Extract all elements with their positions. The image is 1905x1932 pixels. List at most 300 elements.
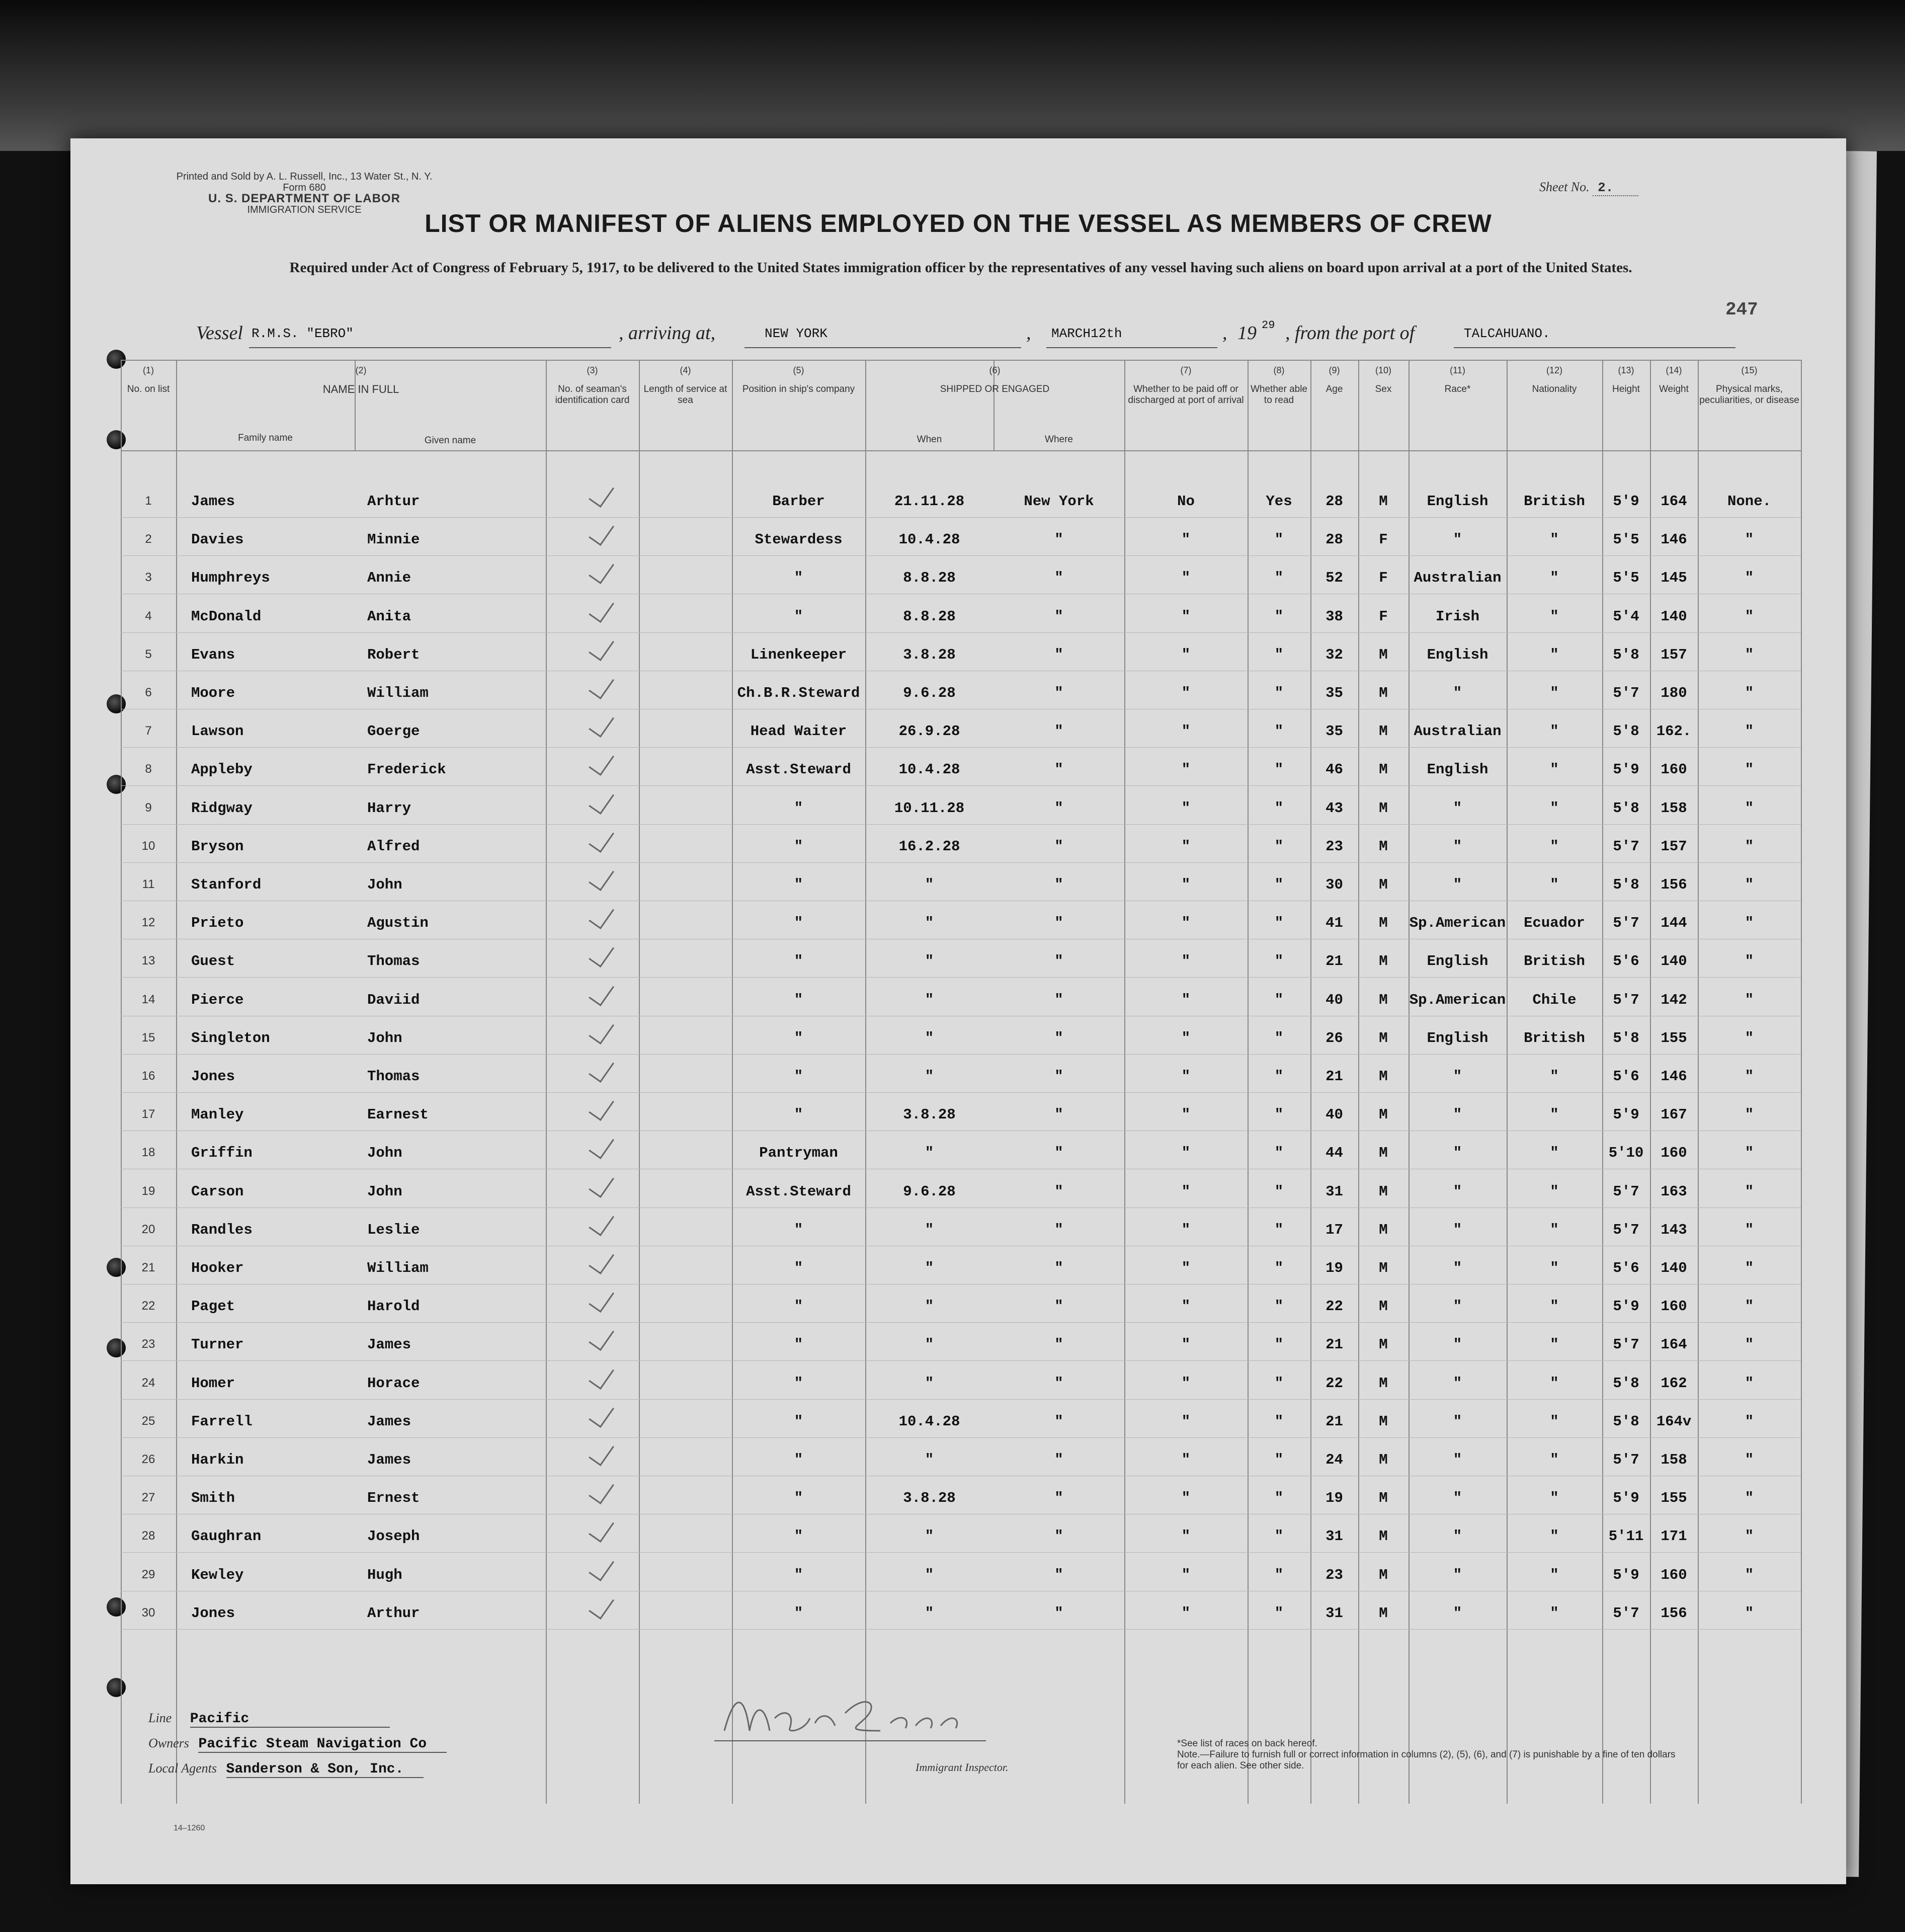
cell-sex: M xyxy=(1379,876,1388,893)
cell-sex: M xyxy=(1379,1490,1388,1507)
cell-read: Yes xyxy=(1266,493,1292,510)
cell-given: John xyxy=(367,1029,402,1046)
cell-where: " xyxy=(1054,1336,1063,1353)
arrival-date: MARCH12th xyxy=(1051,326,1122,341)
cell-position: " xyxy=(794,915,803,932)
cell-sex: M xyxy=(1379,953,1388,970)
cell-no: 25 xyxy=(141,1414,155,1428)
cell-position: " xyxy=(794,1413,803,1430)
cell-nationality: " xyxy=(1550,1452,1559,1468)
cell-where: " xyxy=(1054,876,1063,893)
cell-no: 14 xyxy=(141,992,155,1006)
cell-weight: 145 xyxy=(1661,570,1687,587)
cell-given: James xyxy=(367,1413,411,1430)
cell-family: Paget xyxy=(191,1298,235,1315)
cell-weight: 180 xyxy=(1661,685,1687,701)
cell-sex: M xyxy=(1379,991,1388,1008)
cell-position: " xyxy=(794,1452,803,1468)
cell-family: Guest xyxy=(191,953,235,970)
cell-height: 5'4 xyxy=(1613,608,1639,625)
cell-given: Horace xyxy=(367,1375,420,1392)
cell-nationality: " xyxy=(1550,1298,1559,1315)
cell-read: " xyxy=(1274,531,1284,548)
cell-position: " xyxy=(794,1068,803,1085)
cell-given: Ernest xyxy=(367,1490,420,1507)
cell-position: " xyxy=(794,991,803,1008)
cell-where: " xyxy=(1054,570,1063,587)
cell-weight: 140 xyxy=(1661,953,1687,970)
cell-nationality: " xyxy=(1550,1604,1559,1622)
cell-age: 41 xyxy=(1326,915,1343,932)
cell-weight: 160 xyxy=(1661,1566,1687,1583)
cell-sex: M xyxy=(1379,799,1388,817)
cell-when: 26.9.28 xyxy=(898,723,960,740)
arriving-port: NEW YORK xyxy=(765,326,827,341)
cell-no: 2 xyxy=(145,532,152,546)
cell-paid: " xyxy=(1181,1566,1191,1583)
cell-age: 21 xyxy=(1326,953,1343,970)
cell-nationality: " xyxy=(1550,1183,1559,1200)
cell-paid: " xyxy=(1181,1029,1191,1046)
service: IMMIGRATION SERVICE xyxy=(247,204,362,215)
cell-nationality: British xyxy=(1524,493,1585,510)
cell-given: William xyxy=(367,1260,429,1276)
cell-weight: 158 xyxy=(1661,799,1687,817)
header-col-4: (4) Length of service at sea xyxy=(643,365,727,406)
cell-no: 22 xyxy=(141,1299,155,1313)
cell-weight: 146 xyxy=(1661,531,1687,548)
sheet-number xyxy=(1539,180,1638,195)
cell-position: " xyxy=(794,1260,803,1276)
cell-family: Bryson xyxy=(191,838,244,855)
cell-when: 10.4.28 xyxy=(898,1413,960,1430)
header-col-12: (12) Nationality xyxy=(1532,365,1577,394)
cell-no: 17 xyxy=(141,1107,155,1121)
cell-given: Harold xyxy=(367,1298,420,1315)
cell-family: Jones xyxy=(191,1604,235,1622)
cell-height: 5'5 xyxy=(1613,531,1639,548)
cell-read: " xyxy=(1274,761,1284,778)
cell-family: Prieto xyxy=(191,915,244,932)
cell-age: 31 xyxy=(1326,1183,1343,1200)
cell-paid: " xyxy=(1181,531,1191,548)
cell-read: " xyxy=(1274,991,1284,1008)
cell-no: 20 xyxy=(141,1222,155,1236)
cell-weight: 162. xyxy=(1656,723,1692,740)
cell-age: 46 xyxy=(1326,761,1343,778)
cell-given: Alfred xyxy=(367,838,420,855)
cell-age: 23 xyxy=(1326,1566,1343,1583)
cell-position: " xyxy=(794,1375,803,1392)
cell-height: 5'9 xyxy=(1613,1566,1639,1583)
cell-position: Asst.Steward xyxy=(746,1183,851,1200)
cell-where: " xyxy=(1054,1490,1063,1507)
footer-agents xyxy=(148,1761,424,1777)
cell-when: 3.8.28 xyxy=(903,1106,956,1123)
cell-where: " xyxy=(1054,1029,1063,1046)
cell-race: " xyxy=(1453,1298,1462,1315)
stamp-number: 247 xyxy=(1725,299,1758,320)
cell-sex: M xyxy=(1379,1029,1388,1046)
cell-position: " xyxy=(794,1566,803,1583)
cell-read: " xyxy=(1274,570,1284,587)
cell-age: 44 xyxy=(1326,1145,1343,1162)
cell-no: 24 xyxy=(141,1376,155,1390)
department: U. S. DEPARTMENT OF LABOR xyxy=(208,192,400,205)
cell-paid: " xyxy=(1181,1413,1191,1430)
cell-no: 19 xyxy=(141,1184,155,1198)
cell-given: John xyxy=(367,1183,402,1200)
cell-no: 23 xyxy=(141,1337,155,1351)
cell-position: " xyxy=(794,608,803,625)
footer-note xyxy=(1177,1738,1680,1772)
cell-sex: M xyxy=(1379,493,1388,510)
cell-paid: " xyxy=(1181,1298,1191,1315)
cell-no: 26 xyxy=(141,1453,155,1466)
cell-sex: M xyxy=(1379,1336,1388,1353)
cell-weight: 155 xyxy=(1661,1490,1687,1507)
cell-read: " xyxy=(1274,838,1284,855)
vessel-name: R.M.S. "EBRO" xyxy=(252,326,354,341)
cell-when: 3.8.28 xyxy=(903,1490,956,1507)
cell-when: 9.6.28 xyxy=(903,1183,956,1200)
cell-weight: 157 xyxy=(1661,646,1687,663)
cell-position: " xyxy=(794,953,803,970)
cell-race: " xyxy=(1453,1528,1462,1545)
year-suffix: 29 xyxy=(1262,319,1275,332)
cell-age: 19 xyxy=(1326,1260,1343,1276)
cell-read: " xyxy=(1274,876,1284,893)
cell-where: " xyxy=(1054,1566,1063,1583)
cell-age: 24 xyxy=(1326,1452,1343,1468)
cell-paid: " xyxy=(1181,1452,1191,1468)
cell-age: 21 xyxy=(1326,1413,1343,1430)
cell-read: " xyxy=(1274,1375,1284,1392)
cell-weight: 144 xyxy=(1661,915,1687,932)
cell-family: Pierce xyxy=(191,991,244,1008)
cell-nationality: " xyxy=(1550,723,1559,740)
cell-where: " xyxy=(1054,531,1063,548)
cell-where: " xyxy=(1054,1183,1063,1200)
cell-family: Humphreys xyxy=(191,570,270,587)
cell-position: " xyxy=(794,838,803,855)
cell-nationality: " xyxy=(1550,1336,1559,1353)
cell-race: Australian xyxy=(1414,723,1502,740)
cell-height: 5'7 xyxy=(1613,1221,1639,1238)
cell-age: 31 xyxy=(1326,1604,1343,1622)
cell-nationality: " xyxy=(1550,1375,1559,1392)
cell-race: " xyxy=(1453,1260,1462,1276)
cell-nationality: " xyxy=(1550,1221,1559,1238)
cell-paid: " xyxy=(1181,1490,1191,1507)
cell-where: " xyxy=(1054,1068,1063,1085)
cell-read: " xyxy=(1274,799,1284,817)
cell-where: " xyxy=(1054,1145,1063,1162)
cell-race: English xyxy=(1427,1029,1488,1046)
note-penalty: Note.—Failure to furnish full or correct information in columns (2), (5), (6), and (7) is punishable by a fine of ten dollars for each alien. See other side. xyxy=(1177,1749,1676,1771)
cell-position: " xyxy=(794,1106,803,1123)
cell-when: " xyxy=(925,1336,934,1353)
cell-paid: " xyxy=(1181,838,1191,855)
cell-no: 9 xyxy=(145,800,152,815)
header-col-7: (7) Whether to be paid off or discharged at port of arrival xyxy=(1128,365,1244,406)
cell-given: John xyxy=(367,876,402,893)
cell-position: " xyxy=(794,799,803,817)
cell-when: " xyxy=(925,1298,934,1315)
agents-value: Sanderson & Son, Inc. xyxy=(226,1761,424,1778)
cell-where: " xyxy=(1054,1528,1063,1545)
cell-weight: 164 xyxy=(1661,493,1687,510)
cell-height: 5'7 xyxy=(1613,991,1639,1008)
cell-height: 5'6 xyxy=(1613,953,1639,970)
cell-nationality: Chile xyxy=(1532,991,1577,1008)
cell-read: " xyxy=(1274,685,1284,701)
cell-height: 5'8 xyxy=(1613,1029,1639,1046)
cell-no: 6 xyxy=(145,686,152,699)
cell-race: " xyxy=(1453,685,1462,701)
cell-read: " xyxy=(1274,1106,1284,1123)
cell-family: Evans xyxy=(191,646,235,663)
cell-weight: 143 xyxy=(1661,1221,1687,1238)
cell-nationality: " xyxy=(1550,608,1559,625)
cell-weight: 155 xyxy=(1661,1029,1687,1046)
row-rule xyxy=(121,1399,1801,1400)
cell-race: Irish xyxy=(1435,608,1479,625)
cell-read: " xyxy=(1274,1221,1284,1238)
cell-nationality: " xyxy=(1550,1490,1559,1507)
cell-where: " xyxy=(1054,1375,1063,1392)
cell-given: Agustin xyxy=(367,915,429,932)
cell-when: 10.4.28 xyxy=(898,761,960,778)
cell-given: Minnie xyxy=(367,531,420,548)
cell-sex: M xyxy=(1379,1221,1388,1238)
cell-no: 13 xyxy=(141,954,155,968)
header-col-5: (5) Position in ship's company xyxy=(742,365,855,394)
cell-marks: " xyxy=(1745,1298,1754,1315)
cell-paid: No xyxy=(1177,493,1195,510)
cell-sex: F xyxy=(1379,531,1388,548)
row-rule xyxy=(121,1437,1801,1438)
cell-marks: " xyxy=(1745,531,1754,548)
cell-race: " xyxy=(1453,1106,1462,1123)
cell-read: " xyxy=(1274,1413,1284,1430)
cell-weight: 163 xyxy=(1661,1183,1687,1200)
cell-family: Hooker xyxy=(191,1260,244,1276)
cell-where: " xyxy=(1054,608,1063,625)
cell-no: 29 xyxy=(141,1567,155,1581)
cell-no: 18 xyxy=(141,1146,155,1160)
cell-sex: M xyxy=(1379,1528,1388,1545)
cell-age: 28 xyxy=(1326,493,1343,510)
header-when: When xyxy=(917,434,942,445)
cell-age: 30 xyxy=(1326,876,1343,893)
cell-marks: " xyxy=(1745,1068,1754,1085)
cell-age: 32 xyxy=(1326,646,1343,663)
cell-marks: " xyxy=(1745,1413,1754,1430)
cell-read: " xyxy=(1274,953,1284,970)
cell-nationality: " xyxy=(1550,761,1559,778)
cell-race: " xyxy=(1453,876,1462,893)
header-col-10: (10) Sex xyxy=(1375,365,1392,394)
line-value: Pacific xyxy=(190,1711,390,1728)
cell-height: 5'5 xyxy=(1613,570,1639,587)
cell-sex: M xyxy=(1379,646,1388,663)
cell-height: 5'6 xyxy=(1613,1260,1639,1276)
cell-weight: 142 xyxy=(1661,991,1687,1008)
cell-position: " xyxy=(794,570,803,587)
cell-marks: " xyxy=(1745,1145,1754,1162)
cell-when: " xyxy=(925,1375,934,1392)
cell-paid: " xyxy=(1181,991,1191,1008)
cell-no: 21 xyxy=(141,1261,155,1274)
cell-paid: " xyxy=(1181,915,1191,932)
cell-given: Leslie xyxy=(367,1221,420,1238)
cell-paid: " xyxy=(1181,876,1191,893)
cell-weight: 164 xyxy=(1661,1336,1687,1353)
cell-where: " xyxy=(1054,915,1063,932)
cell-family: Homer xyxy=(191,1375,235,1392)
cell-nationality: " xyxy=(1550,531,1559,548)
cell-race: " xyxy=(1453,1566,1462,1583)
cell-height: 5'9 xyxy=(1613,1490,1639,1507)
cell-when: 8.8.28 xyxy=(903,570,956,587)
row-rule xyxy=(121,785,1801,786)
cell-race: " xyxy=(1453,799,1462,817)
cell-weight: 171 xyxy=(1661,1528,1687,1545)
cell-marks: " xyxy=(1745,608,1754,625)
header-col-11: (11) Race* xyxy=(1444,365,1471,394)
cell-nationality: " xyxy=(1550,685,1559,701)
cell-age: 40 xyxy=(1326,991,1343,1008)
cell-height: 5'7 xyxy=(1613,838,1639,855)
cell-paid: " xyxy=(1181,1604,1191,1622)
cell-sex: M xyxy=(1379,1260,1388,1276)
cell-no: 27 xyxy=(141,1491,155,1505)
cell-sex: M xyxy=(1379,1298,1388,1315)
header-col-13: (13) Height xyxy=(1612,365,1640,394)
cell-given: Earnest xyxy=(367,1106,429,1123)
header-where: Where xyxy=(1045,434,1073,445)
cell-sex: M xyxy=(1379,838,1388,855)
cell-read: " xyxy=(1274,915,1284,932)
vessel-label: Vessel xyxy=(196,323,243,344)
cell-height: 5'8 xyxy=(1613,876,1639,893)
row-rule xyxy=(121,862,1801,863)
cell-where: " xyxy=(1054,1413,1063,1430)
cell-nationality: British xyxy=(1524,1029,1585,1046)
cell-nationality: " xyxy=(1550,1068,1559,1085)
cell-no: 8 xyxy=(145,762,152,776)
cell-sex: M xyxy=(1379,1413,1388,1430)
cell-height: 5'9 xyxy=(1613,1298,1639,1315)
cell-position: Pantryman xyxy=(759,1145,838,1162)
cell-no: 4 xyxy=(145,609,152,623)
cell-sex: M xyxy=(1379,1068,1388,1085)
cell-weight: 156 xyxy=(1661,876,1687,893)
cell-given: John xyxy=(367,1145,402,1162)
form-code: 14–1260 xyxy=(174,1824,205,1832)
cell-family: Moore xyxy=(191,685,235,701)
required-text: Required under Act of Congress of February 5, 1917, to be delivered to the United States immigration officer by the representatives of any vessel having such aliens on board upon arrival at a port of the United States. xyxy=(289,260,1632,276)
cell-race: " xyxy=(1453,1183,1462,1200)
cell-nationality: " xyxy=(1550,1413,1559,1430)
cell-height: 5'7 xyxy=(1613,1452,1639,1468)
cell-weight: 164v xyxy=(1656,1413,1692,1430)
cell-when: " xyxy=(925,953,934,970)
cell-family: Davies xyxy=(191,531,244,548)
cell-weight: 158 xyxy=(1661,1452,1687,1468)
cell-marks: " xyxy=(1745,1106,1754,1123)
cell-given: James xyxy=(367,1452,411,1468)
cell-race: " xyxy=(1453,1490,1462,1507)
cell-weight: 140 xyxy=(1661,1260,1687,1276)
cell-marks: " xyxy=(1745,1528,1754,1545)
cell-sex: M xyxy=(1379,1566,1388,1583)
cell-family: James xyxy=(191,493,235,510)
cell-read: " xyxy=(1274,1336,1284,1353)
owners-label: Owners xyxy=(148,1736,189,1750)
cell-marks: " xyxy=(1745,570,1754,587)
cell-given: Annie xyxy=(367,570,411,587)
cell-family: Carson xyxy=(191,1183,244,1200)
cell-where: " xyxy=(1054,1221,1063,1238)
cell-sex: M xyxy=(1379,723,1388,740)
cell-race: Australian xyxy=(1414,570,1502,587)
cell-nationality: " xyxy=(1550,799,1559,817)
cell-age: 21 xyxy=(1326,1336,1343,1353)
cell-read: " xyxy=(1274,608,1284,625)
cell-nationality: " xyxy=(1550,876,1559,893)
cell-sex: F xyxy=(1379,570,1388,587)
from-label: , from the port of xyxy=(1285,323,1415,344)
header-given-name: Given name xyxy=(424,435,476,446)
cell-no: 16 xyxy=(141,1069,155,1083)
cell-when: " xyxy=(925,1068,934,1085)
cell-paid: " xyxy=(1181,1375,1191,1392)
cell-family: Stanford xyxy=(191,876,262,893)
cell-family: Smith xyxy=(191,1490,235,1507)
cell-family: Farrell xyxy=(191,1413,253,1430)
cell-given: Joseph xyxy=(367,1528,420,1545)
header-col-6: (6) SHIPPED OR ENGAGED xyxy=(940,365,1050,394)
cell-height: 5'7 xyxy=(1613,1604,1639,1622)
cell-no: 3 xyxy=(145,571,152,585)
printer-line: Printed and Sold by A. L. Russell, Inc., 13 Water St., N. Y. xyxy=(176,171,433,182)
cell-where: " xyxy=(1054,685,1063,701)
cell-when: " xyxy=(925,1145,934,1162)
row-rule xyxy=(121,1629,1801,1630)
cell-marks: None. xyxy=(1727,493,1771,510)
row-rule xyxy=(121,1360,1801,1361)
cell-race: " xyxy=(1453,838,1462,855)
header-col-14: (14) Weight xyxy=(1659,365,1689,394)
cell-height: 5'7 xyxy=(1613,1183,1639,1200)
cell-weight: 160 xyxy=(1661,1145,1687,1162)
cell-family: Gaughran xyxy=(191,1528,262,1545)
cell-family: Kewley xyxy=(191,1566,244,1583)
cell-position: Barber xyxy=(772,493,825,510)
cell-when: 10.4.28 xyxy=(898,531,960,548)
row-rule xyxy=(121,824,1801,825)
cell-where: " xyxy=(1054,761,1063,778)
cell-family: McDonald xyxy=(191,608,262,625)
cell-family: Turner xyxy=(191,1336,244,1353)
row-rule xyxy=(121,1054,1801,1055)
cell-given: Frederick xyxy=(367,761,446,778)
header-family-name: Family name xyxy=(238,433,293,443)
cell-when: " xyxy=(925,1604,934,1622)
cell-weight: 162 xyxy=(1661,1375,1687,1392)
